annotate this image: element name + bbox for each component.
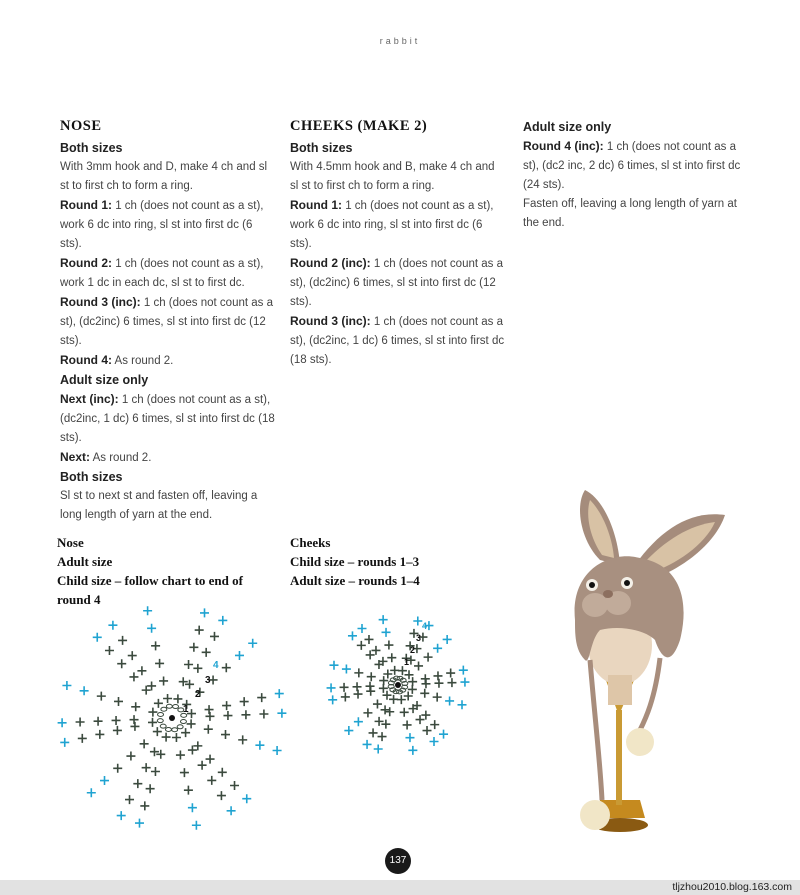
stitch-symbol (367, 672, 376, 681)
adult-section (523, 118, 743, 233)
stitch-symbol (206, 755, 215, 764)
chain-symbol (158, 712, 164, 716)
page-number: 137 (385, 848, 411, 874)
stitch-symbol (379, 615, 388, 624)
stitch-symbol (97, 692, 106, 701)
stitch-symbol (434, 679, 443, 688)
stitch-symbol (248, 639, 257, 648)
stand-pole (616, 710, 622, 805)
stitch-symbol (424, 653, 433, 662)
stitch-symbol (222, 701, 231, 710)
stitch-symbol (187, 719, 196, 728)
stitch-symbol (193, 741, 202, 750)
stitch-symbol (204, 725, 213, 734)
stitch-symbol (93, 633, 102, 642)
stitch-symbol (459, 666, 468, 675)
stitch-symbol (162, 733, 171, 742)
stitch-symbol (374, 745, 383, 754)
instruction-text: With 3mm hook and D, make 4 ch and sl st to first ch to form a ring. (60, 161, 268, 192)
round-label: 4 (213, 660, 219, 671)
instruction-line (60, 254, 275, 293)
stitch-symbol (348, 631, 357, 640)
instruction-line (290, 254, 505, 312)
stitch-symbol (357, 641, 366, 650)
stitch-symbol (217, 791, 226, 800)
mannequin-neck (608, 675, 632, 705)
stitch-symbol (176, 751, 185, 760)
stitch-symbol (446, 669, 455, 678)
stitch-symbol (358, 624, 367, 633)
stitch-symbol (128, 651, 137, 660)
instruction-line (60, 351, 275, 371)
round-label: 3 (416, 633, 422, 643)
stitch-symbol (117, 811, 126, 820)
instruction-text: As round 2. (90, 452, 152, 464)
chain-symbol (157, 719, 163, 723)
stitch-symbol (433, 693, 442, 702)
stitch-symbol (341, 692, 350, 701)
pompom (626, 728, 654, 756)
stitch-symbol (403, 720, 412, 729)
adult-title: Adult size only (523, 120, 612, 134)
stitch-symbol (151, 641, 160, 650)
stitch-symbol (433, 644, 442, 653)
caption-line: Cheeks (290, 535, 331, 550)
round-label: 4 (422, 621, 428, 631)
stitch-symbol (221, 730, 230, 739)
stitch-symbol (87, 788, 96, 797)
stitch-symbol (118, 636, 127, 645)
stitch-symbol (80, 686, 89, 695)
stitch-symbol (363, 708, 372, 717)
stitch-symbol (373, 700, 382, 709)
subheading (60, 139, 275, 158)
stitch-symbol (222, 663, 231, 672)
stitch-symbol (445, 696, 454, 705)
stitch-symbol (241, 710, 250, 719)
stitch-symbol (193, 664, 202, 673)
stitch-symbol (378, 732, 387, 741)
stitch-symbol (400, 708, 409, 717)
stitch-symbol (430, 720, 439, 729)
stitch-symbol (381, 705, 390, 714)
stitch-symbol (155, 659, 164, 668)
stitch-symbol (405, 733, 414, 742)
stitch-symbol (153, 727, 162, 736)
stitch-symbol (181, 728, 190, 737)
stitch-symbol (58, 718, 67, 727)
stitch-symbol (100, 776, 109, 785)
stitch-symbol (76, 718, 85, 727)
chart-center (395, 682, 401, 688)
stitch-symbol (147, 681, 156, 690)
stitch-symbol (227, 806, 236, 815)
stitch-symbol (240, 697, 249, 706)
chain-symbol (160, 724, 166, 728)
stitch-symbol (366, 682, 375, 691)
stitch-symbol (414, 661, 423, 670)
instruction-text: 1 ch (does not count as a st), (dc2inc, 1 dc) 6 times, sl st into first dc (18 sts). (60, 394, 275, 444)
cheeks-body (290, 139, 505, 370)
instruction-text: Both sizes (60, 470, 123, 484)
chain-symbol (180, 720, 186, 724)
stitch-symbol (188, 803, 197, 812)
stitch-symbol (385, 707, 394, 716)
stitch-symbol (218, 768, 227, 777)
round-label: Round 2: (60, 256, 112, 270)
chain-symbol (172, 728, 178, 732)
stitch-symbol (146, 784, 155, 793)
round-label: 1 (404, 657, 410, 667)
stitch-symbol (130, 722, 139, 731)
stitch-symbol (140, 739, 149, 748)
stitch-symbol (398, 666, 407, 675)
round-label: Next (inc): (60, 392, 119, 406)
stitch-symbol (371, 646, 380, 655)
round-label: Round 3 (inc): (290, 314, 371, 328)
cheek-spokes (327, 615, 470, 755)
chain-symbol (173, 705, 179, 709)
instruction-text: Both sizes (60, 141, 123, 155)
stitch-symbol (173, 694, 182, 703)
instruction-text: 1 ch (does not count as a st), work 6 dc into ring, sl st into first dc (6 sts). (290, 200, 494, 250)
stitch-symbol (154, 699, 163, 708)
stitch-symbol (195, 626, 204, 635)
stitch-symbol (172, 733, 181, 742)
stitch-symbol (366, 650, 375, 659)
round-label: 3 (205, 675, 211, 686)
stitch-symbol (192, 821, 201, 830)
stitch-symbol (369, 728, 378, 737)
round-label: 2 (195, 689, 201, 700)
caption-line: Child size – rounds 1–3 (290, 554, 420, 569)
pompom (580, 800, 610, 830)
stitch-symbol (113, 764, 122, 773)
stitch-symbol (429, 737, 438, 746)
stitch-symbol (105, 646, 114, 655)
instruction-line (60, 448, 275, 468)
stitch-symbol (113, 726, 122, 735)
stitch-symbol (408, 685, 417, 694)
nose-chart-caption (57, 533, 272, 609)
stitch-symbol (147, 624, 156, 633)
stitch-symbol (353, 682, 362, 691)
stitch-symbol (328, 695, 337, 704)
stitch-symbol (202, 648, 211, 657)
stitch-symbol (421, 711, 430, 720)
nose-body (60, 139, 275, 525)
stitch-symbol (327, 683, 336, 692)
stitch-symbol (129, 672, 138, 681)
stitch-symbol (230, 781, 239, 790)
instruction-line (60, 487, 275, 525)
stitch-symbol (387, 653, 396, 662)
instruction-line (60, 390, 275, 448)
stitch-symbol (277, 709, 286, 718)
stitch-symbol (142, 763, 151, 772)
stitch-symbol (238, 735, 247, 744)
stitch-symbol (180, 768, 189, 777)
instruction-line (290, 158, 505, 196)
stitch-symbol (60, 738, 69, 747)
stitch-symbol (433, 671, 442, 680)
instruction-text: 1 ch (does not count as a st), work 1 dc in each dc, sl st to first dc. (60, 258, 264, 289)
subheading (60, 371, 275, 390)
stitch-symbol (354, 668, 363, 677)
stitch-symbol (257, 693, 266, 702)
stitch-symbol (439, 730, 448, 739)
stitch-symbol (142, 686, 151, 695)
cheeks-title: CHEEKS (MAKE 2) (290, 118, 428, 134)
footer-url: tljzhou2010.blog.163.com (672, 881, 792, 893)
cheeks-chart-caption (290, 533, 490, 590)
stitch-symbol (218, 616, 227, 625)
stitch-symbol (340, 683, 349, 692)
stitch-symbol (125, 795, 134, 804)
instruction-text: 1 ch (does not count as a st), (dc2 inc, 2 dc) 6 times, sl st into first dc (24 sts). (523, 141, 741, 191)
chain-symbol (177, 725, 183, 729)
stitch-symbol (460, 678, 469, 687)
instruction-line (523, 137, 743, 195)
stitch-symbol (163, 694, 172, 703)
stitch-symbol (148, 718, 157, 727)
cheeks-crochet-chart (318, 605, 478, 765)
stitch-symbol (151, 767, 160, 776)
stitch-symbol (420, 689, 429, 698)
stitch-symbol (413, 616, 422, 625)
round-label: Round 1: (290, 198, 342, 212)
stitch-symbol (423, 726, 432, 735)
stitch-symbol (140, 801, 149, 810)
stitch-symbol (137, 666, 146, 675)
stitch-symbol (200, 608, 209, 617)
stitch-symbol (188, 746, 197, 755)
stitch-symbol (223, 711, 232, 720)
stitch-symbol (255, 741, 264, 750)
caption-line: Adult size (57, 554, 113, 569)
round-label: Round 3 (inc): (60, 295, 141, 309)
round-label: Round 4: (60, 353, 112, 367)
stitch-symbol (112, 716, 121, 725)
stitch-symbol (458, 700, 467, 709)
footer-bar (0, 880, 800, 895)
stitch-symbol (389, 695, 398, 704)
stitch-symbol (242, 794, 251, 803)
instruction-text: With 4.5mm hook and B, make 4 ch and sl st to first ch to form a ring. (290, 161, 495, 192)
stitch-symbol (235, 651, 244, 660)
cheeks-section (290, 118, 505, 370)
stitch-symbol (379, 676, 388, 685)
stitch-symbol (159, 676, 168, 685)
nose-crochet-chart (55, 600, 290, 840)
stitch-symbol (344, 726, 353, 735)
stitch-symbol (184, 786, 193, 795)
stitch-symbol (189, 643, 198, 652)
stitch-symbol (114, 697, 123, 706)
hat-tie (590, 660, 602, 800)
instruction-line (60, 196, 275, 254)
instruction-text: 1 ch (does not count as a st), work 6 dc into ring, sl st into first dc (6 sts). (60, 200, 264, 250)
hat-nose (603, 590, 613, 598)
subheading (290, 139, 505, 158)
stitch-symbol (275, 689, 284, 698)
stitch-symbol (259, 709, 268, 718)
stitch-symbol (382, 628, 391, 637)
instruction-line (290, 196, 505, 254)
hat-cheek (582, 593, 608, 617)
chain-symbol (161, 707, 167, 711)
stitch-symbol (207, 776, 216, 785)
adult-body (523, 137, 743, 233)
stitch-symbol (198, 761, 207, 770)
stitch-symbol (117, 659, 126, 668)
instruction-text: As round 2. (112, 355, 174, 367)
stitch-symbol (95, 730, 104, 739)
round-label: Round 1: (60, 198, 112, 212)
chain-symbol (165, 727, 171, 731)
chain-symbol (166, 704, 172, 708)
rabbit-hat-photo (520, 480, 770, 840)
stitch-symbol (126, 752, 135, 761)
stitch-symbol (131, 702, 140, 711)
stitch-symbol (135, 819, 144, 828)
nose-spokes (58, 606, 287, 830)
instruction-line (523, 195, 743, 233)
instruction-line (290, 312, 505, 370)
stitch-symbol (364, 635, 373, 644)
instruction-line (60, 158, 275, 196)
stitch-symbol (62, 681, 71, 690)
stitch-symbol (273, 746, 282, 755)
caption-line: Adult size – rounds 1–4 (290, 573, 420, 588)
stitch-symbol (329, 661, 338, 670)
running-head: rabbit (379, 36, 421, 46)
stitch-symbol (384, 641, 393, 650)
stitch-symbol (363, 740, 372, 749)
stitch-symbol (342, 665, 351, 674)
stitch-symbol (354, 690, 363, 699)
stitch-symbol (443, 635, 452, 644)
stitch-symbol (210, 632, 219, 641)
round-label: 2 (410, 645, 416, 655)
instruction-text: Fasten off, leaving a long length of yarn at the end. (523, 198, 737, 229)
stitch-symbol (408, 746, 417, 755)
stitch-symbol (205, 705, 214, 714)
stitch-symbol (108, 621, 117, 630)
instruction-text: 1 ch (does not count as a st), (dc2inc, 1 dc) 6 times, sl st into first dc (18 sts). (290, 316, 505, 366)
stitch-symbol (416, 715, 425, 724)
round-label: Next: (60, 450, 91, 464)
nose-title: NOSE (60, 118, 102, 134)
stitch-symbol (133, 779, 142, 788)
instruction-text: 1 ch (does not count as a st), (dc2inc) 6 times, sl st into first dc (12 sts). (290, 258, 503, 308)
stitch-symbol (148, 708, 157, 717)
chart-center (169, 715, 175, 721)
stitch-symbol (130, 715, 139, 724)
stitch-symbol (94, 717, 103, 726)
stitch-symbol (354, 717, 363, 726)
stitch-symbol (205, 712, 214, 721)
caption-line: Nose (57, 535, 84, 550)
round-label: Round 4 (inc): (523, 139, 604, 153)
nose-section (60, 118, 275, 525)
stitch-symbol (421, 679, 430, 688)
caption-line: Child size – follow chart to end of round 4 (57, 573, 243, 607)
round-label: Round 2 (inc): (290, 256, 371, 270)
stitch-symbol (184, 660, 193, 669)
subheading (60, 468, 275, 487)
instruction-text: Sl st to next st and fasten off, leaving a long length of yarn at the end. (60, 490, 258, 521)
instruction-line (60, 293, 275, 351)
instruction-text: 1 ch (does not count as a st), (dc2inc) 6 times, sl st into first dc (12 sts). (60, 297, 273, 347)
round-label: 1 (183, 704, 189, 715)
stitch-symbol (143, 606, 152, 615)
instruction-text: Adult size only (60, 373, 149, 387)
stitch-symbol (78, 734, 87, 743)
stitch-symbol (447, 678, 456, 687)
instruction-text: Both sizes (290, 141, 353, 155)
